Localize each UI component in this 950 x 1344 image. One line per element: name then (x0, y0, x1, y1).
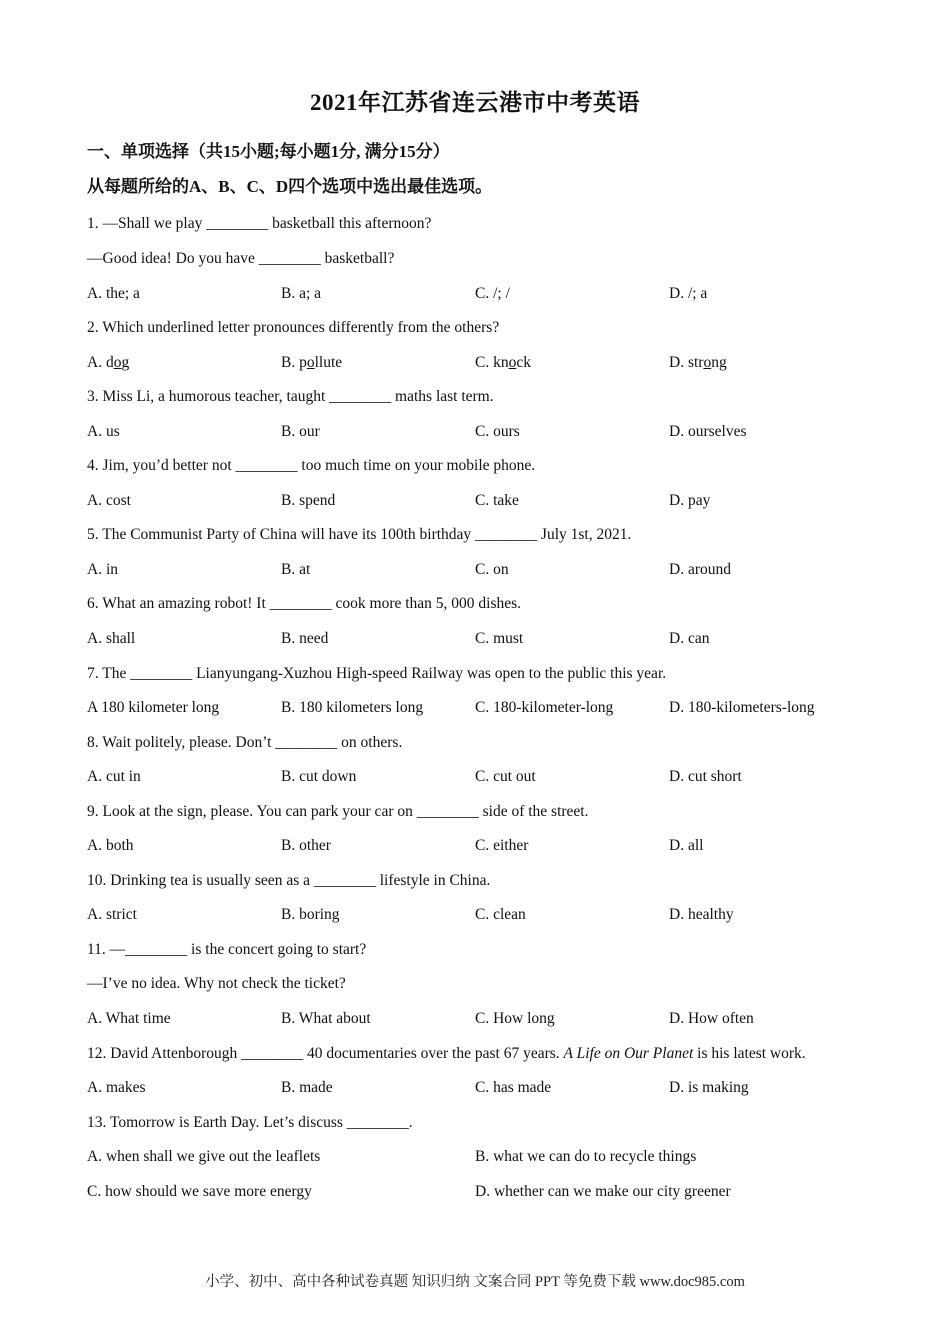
option-c: C. on (475, 561, 509, 578)
option-text: C. kn (475, 354, 509, 371)
question-stem: 9. Look at the sign, please. You can park your car on ________ side of the street. (87, 803, 589, 820)
option-d: D. whether can we make our city greener (475, 1183, 731, 1200)
option-a: A 180 kilometer long (87, 699, 220, 716)
option-text: D. str (669, 354, 704, 371)
book-title: A Life on Our Planet (563, 1045, 694, 1062)
question-stem: 8. Wait politely, please. Don’t ________ on others. (87, 734, 403, 751)
option-a: A. when shall we give out the leaflets (87, 1148, 321, 1165)
question-stem: —I’ve no idea. Why not check the ticket? (87, 975, 346, 992)
option-c: C. cut out (475, 768, 536, 785)
option-b: B. 180 kilometers long (281, 699, 424, 716)
option-text: g (121, 354, 130, 371)
option-d: D. pay (669, 492, 711, 509)
option-text: ck (516, 354, 531, 371)
underlined-letter: o (508, 354, 517, 371)
question-stem: 3. Miss Li, a humorous teacher, taught ________ maths last term. (87, 388, 494, 405)
page-footer: 小学、初中、高中各种试卷真题 知识归纳 文案合同 PPT 等免费下载 www.doc985.com (205, 1274, 745, 1290)
underlined-letter: o (306, 354, 315, 371)
question-stem: 4. Jim, you’d better not ________ too much time on your mobile phone. (87, 457, 536, 474)
option-b: B. What about (281, 1010, 371, 1027)
page-title: 2021年江苏省连云港市中考英语 (310, 90, 640, 115)
option-a: A. us (87, 423, 120, 440)
option-c: C. /; / (475, 285, 510, 302)
question-stem: 10. Drinking tea is usually seen as a ________ lifestyle in China. (87, 872, 491, 889)
question-text: is his latest work. (693, 1045, 806, 1062)
question-text: 12. David Attenborough ________ 40 documentaries over the past 67 years. (87, 1045, 564, 1062)
question-stem: 11. —________ is the concert going to start? (87, 941, 367, 958)
option-c: C. must (475, 630, 524, 647)
option-b: B. at (281, 561, 311, 578)
underlined-letter: o (703, 354, 712, 371)
option-a: A. What time (87, 1010, 171, 1027)
option-d: D. ourselves (669, 423, 747, 440)
option-d: D. How often (669, 1010, 754, 1027)
option-c: C. How long (475, 1010, 555, 1027)
option-a: A. shall (87, 630, 136, 647)
option-c: C. how should we save more energy (87, 1183, 312, 1200)
section-heading: 一、单项选择（共15小题;每小题1分, 满分15分） (87, 142, 450, 161)
option-d: D. can (669, 630, 710, 647)
option-b: B. other (281, 837, 331, 854)
option-a: A. cut in (87, 768, 141, 785)
question-stem: 5. The Communist Party of China will have its 100th birthday ________ July 1st, 2021. (87, 526, 632, 543)
option-b (281, 353, 342, 373)
option-d: D. is making (669, 1079, 749, 1096)
option-text: ng (711, 354, 727, 371)
option-a: A. both (87, 837, 134, 854)
option-d: D. around (669, 561, 731, 578)
option-b: B. cut down (281, 768, 357, 785)
question-stem: 13. Tomorrow is Earth Day. Let’s discuss ________. (87, 1114, 413, 1131)
underlined-letter: o (113, 354, 122, 371)
question-stem: 2. Which underlined letter pronounces differently from the others? (87, 319, 500, 336)
option-a (87, 353, 129, 373)
option-c: C. either (475, 837, 529, 854)
question-stem: 7. The ________ Lianyungang-Xuzhou High-speed Railway was open to the public this year. (87, 665, 667, 682)
option-a: A. strict (87, 906, 137, 923)
option-c: C. take (475, 492, 519, 509)
option-text: llute (314, 354, 343, 371)
option-a: A. in (87, 561, 118, 578)
option-b: B. a; a (281, 285, 322, 302)
option-c: C. ours (475, 423, 520, 440)
question-stem: 1. —Shall we play ________ basketball this afternoon? (87, 215, 432, 232)
option-a: A. makes (87, 1079, 146, 1096)
option-c: C. 180-kilometer-long (475, 699, 614, 716)
option-d: D. all (669, 837, 704, 854)
option-c: C. has made (475, 1079, 552, 1096)
section-instruction: 从每题所给的A、B、C、D四个选项中选出最佳选项。 (87, 177, 493, 196)
option-b: B. boring (281, 906, 340, 923)
option-c: C. clean (475, 906, 526, 923)
option-d: D. healthy (669, 906, 734, 923)
option-a: A. cost (87, 492, 131, 509)
question-stem (87, 1044, 806, 1064)
option-text: A. d (87, 354, 114, 371)
option-b: B. our (281, 423, 320, 440)
option-b: B. what we can do to recycle things (475, 1148, 697, 1165)
option-d: D. /; a (669, 285, 708, 302)
option-b: B. need (281, 630, 329, 647)
option-a: A. the; a (87, 285, 140, 302)
question-stem: 6. What an amazing robot! It ________ cook more than 5, 000 dishes. (87, 595, 522, 612)
option-d: D. 180-kilometers-long (669, 699, 815, 716)
option-d (669, 353, 727, 373)
option-text: B. p (281, 354, 307, 371)
question-stem: —Good idea! Do you have ________ basketball? (87, 250, 395, 267)
option-b: B. spend (281, 492, 336, 509)
option-b: B. made (281, 1079, 333, 1096)
option-d: D. cut short (669, 768, 742, 785)
option-c (475, 353, 531, 373)
